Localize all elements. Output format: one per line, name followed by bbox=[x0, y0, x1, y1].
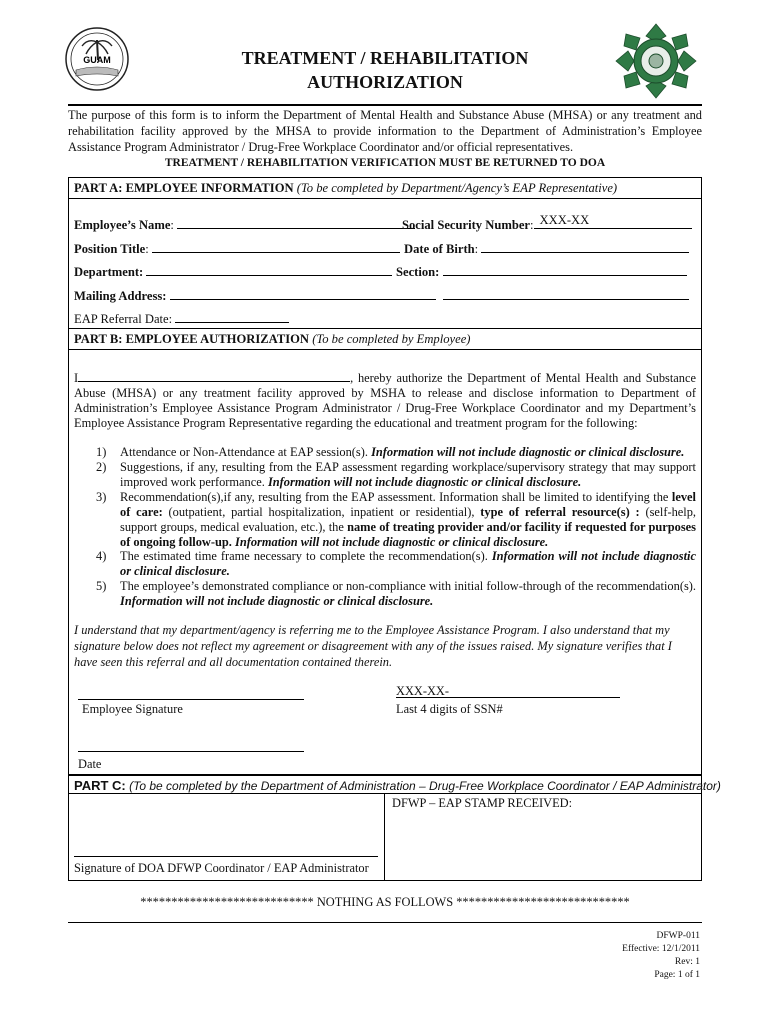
item-5-number: 5) bbox=[96, 579, 107, 593]
date-of-birth-label: Date of Birth bbox=[404, 242, 475, 256]
part-b-top-divider bbox=[68, 328, 702, 329]
part-c-label: PART C: bbox=[74, 778, 126, 793]
page-number: Page: 1 of 1 bbox=[654, 970, 700, 980]
item-5-text bbox=[120, 579, 696, 609]
nothing-follows: **************************** NOTHING AS FOLLOWS **************************** bbox=[140, 895, 630, 909]
item-4-emphasis: Information will not include diagnostic or clinical disclosure. bbox=[120, 549, 696, 578]
ssn-prefix-value: XXX-XX bbox=[539, 213, 590, 227]
date-label: Date bbox=[78, 757, 102, 771]
item-5-emphasis: Information will not include diagnostic or clinical disclosure. bbox=[120, 594, 434, 608]
part-c-divider bbox=[68, 793, 384, 794]
date-of-birth-field[interactable]: Date of Birth: bbox=[404, 240, 689, 257]
doa-signature-line[interactable] bbox=[74, 856, 378, 857]
section-input[interactable] bbox=[443, 263, 687, 276]
part-b-header bbox=[74, 332, 471, 347]
ssn-last4-line[interactable] bbox=[396, 697, 620, 698]
mailing-address-field[interactable] bbox=[74, 287, 689, 304]
ssn-label: Social Security Number bbox=[402, 218, 531, 232]
mailing-address-input-2[interactable] bbox=[443, 287, 689, 300]
item-3-bold-b: type of referral resource(s) : bbox=[480, 505, 640, 519]
section-field[interactable] bbox=[396, 263, 687, 280]
guam-seal-logo bbox=[64, 26, 130, 92]
guam-logo-text: GUAM bbox=[83, 55, 111, 65]
employee-signature-label: Employee Signature bbox=[82, 702, 183, 716]
item-1-emphasis: Information will not include diagnostic or clinical disclosure. bbox=[371, 445, 685, 459]
item-3-body-c: (self-help, support groups, medical evaluation, etc.), the bbox=[120, 505, 697, 534]
item-3-emphasis: Information will not include diagnostic or clinical disclosure. bbox=[235, 535, 549, 549]
date-of-birth-input[interactable] bbox=[481, 240, 689, 253]
part-b-label: PART B: EMPLOYEE AUTHORIZATION bbox=[74, 332, 310, 346]
part-a-header bbox=[74, 181, 617, 196]
part-c-note: (To be completed by the Department of Administration – Drug-Free Workplace Coordinator / EAP Administrator) bbox=[129, 779, 721, 793]
form-footer bbox=[622, 930, 700, 982]
item-3-text bbox=[120, 490, 696, 550]
purpose-paragraph: The purpose of this form is to inform the Department of Mental Health and Substance Abuse (MHSA) or any treatment and rehabilitation facility approved by the MHSA to provide information to the Department of Administration’s Employee Assistance Program Administrator / Drug-Free Workplace Coordinator and/or official representatives. bbox=[68, 108, 702, 154]
employee-name-field[interactable]: Employee’s Name: bbox=[74, 216, 415, 233]
item-4-text bbox=[120, 549, 696, 579]
item-4-number: 4) bbox=[96, 549, 107, 563]
part-a-note: (To be completed by Department/Agency’s EAP Representative) bbox=[296, 181, 618, 195]
ssn-input[interactable] bbox=[534, 213, 692, 229]
item-1-number: 1) bbox=[96, 445, 107, 459]
item-2-text bbox=[120, 460, 696, 490]
effective-date: Effective: 12/1/2011 bbox=[622, 944, 700, 954]
item-3-body-b: (outpatient, partial hospitalization, inpatient or residential), bbox=[168, 505, 475, 519]
department-input[interactable] bbox=[146, 263, 392, 276]
position-title-input[interactable] bbox=[152, 240, 400, 253]
verification-notice: TREATMENT / REHABILITATION VERIFICATION MUST BE RETURNED TO DOA bbox=[164, 157, 606, 169]
ssn-last4-label: Last 4 digits of SSN# bbox=[396, 702, 503, 716]
mailing-address-label: Mailing Address: bbox=[74, 289, 167, 303]
part-a-divider bbox=[68, 198, 702, 199]
header-rule bbox=[68, 104, 702, 106]
position-title-field[interactable]: Position Title: bbox=[74, 240, 400, 257]
position-title-label: Position Title bbox=[74, 242, 146, 256]
item-1-text bbox=[120, 445, 696, 460]
stamp-label: DFWP – EAP STAMP RECEIVED: bbox=[392, 796, 573, 810]
authorization-paragraph bbox=[74, 370, 696, 431]
part-c-header bbox=[74, 778, 721, 793]
part-a-label: PART A: EMPLOYEE INFORMATION bbox=[74, 181, 294, 195]
department-field[interactable] bbox=[74, 263, 392, 280]
mailing-address-input-1[interactable] bbox=[170, 287, 436, 300]
doa-seal-logo bbox=[612, 22, 700, 100]
employee-name-label: Employee’s Name bbox=[74, 218, 171, 232]
item-3-number: 3) bbox=[96, 490, 107, 504]
part-b-note: (To be completed by Employee) bbox=[312, 332, 471, 346]
title-line-1: TREATMENT / REHABILITATION bbox=[241, 48, 529, 68]
department-label: Department: bbox=[74, 265, 144, 279]
authorization-text: , hereby authorize the Department of Mental Health and Substance Abuse (MHSA) or any treatment facility approved by MSHA to release and disclose information to Department of Administration’s Employee Assistance Program Administrator / Drug-Free Workplace Coordinator and my Department’s Employee Assistance Program Representative regarding the educational and treatment program for the following: bbox=[74, 371, 696, 430]
footer-rule bbox=[68, 922, 702, 923]
item-2-body: Suggestions, if any, resulting from the EAP assessment regarding workplace/supervisory strategy that may support improved work performance. bbox=[120, 460, 696, 489]
title-line-2: AUTHORIZATION bbox=[307, 72, 463, 92]
authorizer-name-input[interactable] bbox=[78, 370, 350, 382]
eap-referral-date-label: EAP Referral Date: bbox=[74, 312, 173, 326]
employee-name-input[interactable] bbox=[177, 216, 415, 229]
doa-signature-label: Signature of DOA DFWP Coordinator / EAP Administrator bbox=[74, 861, 369, 875]
item-5-body: The employee’s demonstrated compliance or non-compliance with initial follow-through of the recommendation(s). bbox=[120, 579, 696, 593]
item-2-emphasis: Information will not include diagnostic or clinical disclosure. bbox=[267, 475, 582, 489]
item-3-bold-c: name of treating provider and/or facility if requested for purposes of ongoing follow-up. bbox=[120, 520, 697, 549]
form-number: DFWP-011 bbox=[656, 931, 700, 941]
form-title bbox=[180, 46, 590, 94]
item-3-body-a: Recommendation(s),if any, resulting from the EAP assessment. Information shall be limited to identifying the bbox=[120, 490, 669, 504]
understanding-statement: I understand that my department/agency is referring me to the Employee Assistance Program. I also understand that my signature below does not reflect my agreement or disagreement with any of the issues raised. My signature verifies that I have seen this referral and all documentation contained therein. bbox=[74, 623, 672, 669]
section-label: Section: bbox=[396, 265, 440, 279]
employee-signature-line[interactable] bbox=[78, 699, 304, 700]
ssn-last4-prefix: XXX-XX- bbox=[396, 684, 449, 698]
item-4-body: The estimated time frame necessary to complete the recommendation(s). bbox=[120, 549, 488, 563]
item-2-number: 2) bbox=[96, 460, 107, 474]
revision: Rev: 1 bbox=[674, 957, 700, 967]
eap-referral-date-field[interactable] bbox=[74, 310, 289, 327]
intro-prefix: I bbox=[74, 371, 79, 385]
item-3-bold-a: level of care: bbox=[120, 490, 696, 519]
eap-referral-date-input[interactable] bbox=[175, 310, 289, 323]
item-1-body: Attendance or Non-Attendance at EAP session(s). bbox=[120, 445, 368, 459]
ssn-field[interactable]: Social Security Number: XXX-XX bbox=[402, 216, 692, 233]
part-b-divider bbox=[68, 349, 702, 350]
date-line[interactable] bbox=[78, 751, 304, 752]
